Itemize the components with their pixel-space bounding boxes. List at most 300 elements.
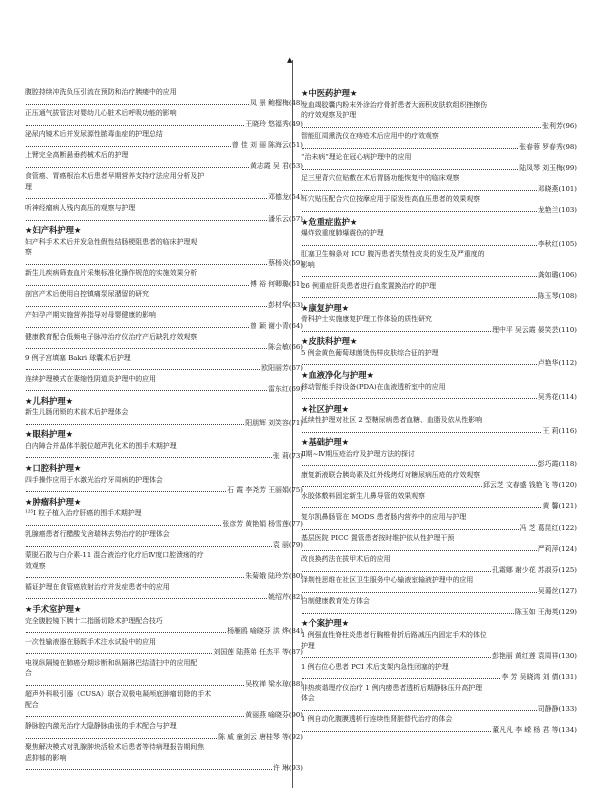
- toc-entry: [301, 131, 577, 152]
- entry-authors: 王晓玲 悠福秀: [245, 119, 289, 128]
- entry-meta: [25, 300, 303, 311]
- entry-title-line: 5 例金黄色葡萄球菌烫伤样皮肤综合征的护理: [301, 348, 439, 357]
- entry-title-line: “治未病”理论在冠心病护理中的应用: [301, 153, 412, 162]
- entry-authors: 石 霞 李尧芳 王丽娟: [227, 486, 289, 495]
- entry-page: (101): [558, 184, 577, 193]
- entry-authors: 张春蓉 罗春秀: [519, 142, 563, 151]
- entry-title-line: 护理: [301, 641, 315, 650]
- entry-authors: 彭艳丽 黄红莲 袁周祥: [492, 652, 559, 661]
- entry-page: (61): [288, 279, 303, 288]
- dot-leader: [26, 220, 267, 221]
- entry-authors: 严莉萍: [537, 544, 559, 553]
- entry-authors: 黄丽燕 喻晓芬: [245, 711, 289, 720]
- entry-authors: 陈玉如 王海英: [514, 607, 559, 616]
- entry-authors: 朱菊娥 陆玲芳: [245, 572, 289, 581]
- entry-authors: 彭巧霞: [537, 460, 559, 469]
- toc-entry: [25, 374, 303, 395]
- entry-meta: [25, 342, 303, 353]
- toc-entry: [25, 310, 303, 331]
- entry-authors: 凤 景 鲍榴梅: [250, 98, 289, 107]
- entry-title-line: 妇产科手术术后并发急性假性结肠梗阻患者的临床护理观: [25, 237, 198, 246]
- entry-title-line: 合: [25, 669, 32, 678]
- dot-leader: [302, 465, 537, 466]
- dot-leader: [302, 148, 518, 149]
- entry-meta: [25, 485, 303, 496]
- entry-authors: 李秋红: [537, 239, 559, 248]
- entry-title-line: 完全腹腔镜下胰十二指肠切除术护理配合技巧: [25, 616, 163, 625]
- entry-meta: [301, 184, 577, 195]
- dot-leader: [302, 657, 491, 658]
- entry-meta: [25, 626, 303, 637]
- dot-leader: [302, 297, 537, 298]
- entry-authors: 潘乐云: [268, 214, 289, 223]
- entry-authors: 袁 丽: [272, 540, 289, 549]
- toc-entry: [301, 382, 577, 403]
- entry-meta: [301, 142, 577, 153]
- dot-leader: [26, 285, 249, 286]
- dot-leader: [302, 486, 482, 487]
- entry-page: (88): [288, 679, 303, 688]
- entry-page: (130): [558, 652, 577, 661]
- entry-meta: [25, 710, 303, 721]
- entry-title-line: 新生儿肠闭锁的术前术后护理体会: [25, 408, 129, 417]
- entry-authors: 蔡杨炎: [268, 258, 289, 267]
- toc-entry: [301, 714, 577, 735]
- toc-entry: [301, 249, 577, 281]
- entry-title-line: 聚焦解决模式对乳腺肿块活检术后患者等待病理报告期间焦: [25, 743, 205, 752]
- dot-leader: [302, 331, 491, 332]
- entry-page: (103): [558, 205, 577, 214]
- toc-entry: [25, 171, 303, 203]
- entry-authors: 陈 威 童剑云 唐桂琴 等: [218, 732, 289, 741]
- toc-entry: [301, 314, 577, 335]
- section-heading: ★危重症监护★: [301, 216, 358, 227]
- entry-page: (116): [558, 426, 577, 435]
- entry-authors: 李 芳 吴晓鸿 刘 倩: [501, 673, 559, 682]
- section-heading: ★口腔科护理★: [25, 463, 82, 473]
- entry-meta: [25, 98, 303, 109]
- dot-leader: [26, 525, 221, 526]
- entry-meta: [301, 270, 577, 281]
- entry-authors: 理中平 吴云霞 晏笑芸: [492, 325, 559, 334]
- entry-title-line: 产妇孕产期实施营养指导对母婴健康的影响: [25, 311, 156, 320]
- entry-meta: [301, 239, 577, 250]
- entry-title-line: 察: [25, 248, 32, 257]
- entry-title-line: 影响: [301, 260, 315, 269]
- entry-title-line: 骨科护士实施康复护理工作体验的质性研究: [301, 315, 432, 324]
- toc-entry: [301, 173, 577, 194]
- entry-title-line: 自制健康教育处方体会: [301, 597, 370, 606]
- section-heading: ★肿瘤科护理★: [25, 496, 82, 507]
- section-heading: ★中医药护理★: [301, 88, 358, 98]
- dot-leader: [26, 653, 212, 654]
- dot-leader: [26, 738, 217, 739]
- entry-authors: 卢艳华: [537, 359, 559, 368]
- entry-page: (96): [562, 121, 577, 130]
- entry-title-line: 的疗效观察及护理: [301, 111, 357, 120]
- entry-authors: 傅 裕 何卿璐: [250, 279, 289, 288]
- dot-leader: [26, 632, 226, 633]
- entry-title-line: 智能肛周熏洗仪在痔疮术后应用中的疗效观察: [301, 132, 439, 141]
- entry-title-line: 爆炸致重度肺爆震伤的护理: [301, 229, 384, 238]
- entry-meta: [25, 571, 303, 582]
- entry-page: (121): [558, 502, 577, 511]
- dot-leader: [26, 125, 244, 126]
- entry-page: (67): [288, 364, 303, 373]
- toc-entry: [301, 228, 577, 249]
- entry-authors: 黄志霞 吴 君: [250, 161, 289, 170]
- dot-leader: [26, 685, 244, 686]
- dot-leader: [26, 491, 226, 492]
- dot-leader: [302, 507, 541, 508]
- dot-leader: [302, 169, 518, 170]
- entry-title-line: 1 例强直性脊柱炎患者行胸椎骨折后路减压内固定手术的体位: [301, 630, 487, 639]
- dot-leader: [302, 529, 519, 530]
- dot-leader: [26, 769, 272, 770]
- entry-authors: 曾 佳 刘 丽 陈海云: [231, 140, 289, 149]
- entry-title-line: 改良换药法在拔甲术后的应用: [301, 555, 391, 564]
- entry-page: (120): [558, 481, 577, 490]
- entry-page: (80): [288, 572, 303, 581]
- entry-meta: [25, 279, 303, 290]
- toc-entry: [301, 662, 577, 683]
- section-heading: ★妇产科护理★: [25, 225, 82, 236]
- entry-meta: [301, 725, 577, 736]
- entry-title-line: 蒙脱石散与白介素-11 混合液治疗化疗后Ⅳ度口腔溃疡的疗: [25, 551, 204, 560]
- entry-page: (90): [288, 711, 303, 720]
- section-heading: ★手术室护理★: [25, 604, 82, 615]
- entry-page: (108): [558, 292, 577, 301]
- entry-authors: 邓德龙: [268, 193, 289, 202]
- dot-leader: [302, 613, 514, 614]
- entry-title-line: 配合: [25, 700, 39, 709]
- entry-meta: [301, 325, 577, 336]
- entry-meta: [301, 291, 577, 302]
- dot-leader: [302, 571, 491, 572]
- section-heading: ★皮肤科护理★: [301, 336, 358, 347]
- continuation-arrow: ▲: [287, 56, 293, 64]
- entry-page: (127): [558, 586, 577, 595]
- toc-entry: [25, 353, 303, 374]
- dot-leader: [302, 127, 541, 128]
- entry-meta: [301, 358, 577, 369]
- toc-entry: [301, 575, 577, 596]
- entry-page: (114): [558, 393, 577, 402]
- dot-leader: [26, 167, 249, 168]
- dot-leader: [26, 457, 272, 458]
- dot-leader: [26, 716, 244, 717]
- entry-authors: 张利芳: [542, 121, 563, 130]
- entry-page: (54): [288, 193, 303, 202]
- entry-title-line: 健康教育配合低频电子脉冲治疗仪治疗产后缺乳疗效观察: [25, 332, 198, 341]
- entry-meta: [25, 258, 303, 269]
- toc-entry: [25, 742, 303, 774]
- entry-title-line: 9 例子宫填塞 Bakri 球囊术后护理: [25, 353, 131, 362]
- entry-authors: 陆凤琴 刘玉梅: [519, 163, 563, 172]
- entry-authors: 冯 芝 葛昆红: [519, 523, 559, 532]
- entry-page: (92): [288, 732, 303, 741]
- dot-leader: [302, 432, 541, 433]
- entry-title-line: 一次性输液器在肠既手术注水试验中的应用: [25, 637, 156, 646]
- entry-page: (134): [558, 725, 577, 734]
- entry-authors: 吴枚禅 梁水琼: [245, 679, 289, 688]
- entry-page: (93): [288, 764, 303, 773]
- dot-leader: [26, 104, 249, 105]
- toc-entry: [25, 508, 303, 529]
- toc-entry: [25, 582, 303, 603]
- dot-leader: [302, 678, 500, 679]
- entry-title-line: 食管癌、胃癌根治术后患者早期营养支持疗法应用分析及护: [25, 172, 205, 181]
- entry-title-line: 肛塞卫生棉条对 ICU 腹泻患者失禁性皮炎的发生及严重度的: [301, 250, 485, 259]
- dot-leader: [302, 190, 537, 191]
- dot-leader: [26, 390, 267, 391]
- entry-title-line: 效观察: [25, 561, 46, 570]
- entry-meta: [25, 384, 303, 395]
- entry-title-line: 泌尿内镜术后并发尿源性脓毒血症的护理总结: [25, 130, 163, 139]
- entry-meta: [25, 214, 303, 225]
- entry-meta: [25, 647, 303, 658]
- section-heading: ★康复护理★: [301, 302, 350, 313]
- toc-entry: [25, 150, 303, 171]
- section-heading: ★血液净化与护理★: [301, 370, 374, 381]
- entry-meta: [301, 205, 577, 216]
- entry-page: (110): [558, 325, 577, 334]
- toc-entry: [25, 237, 303, 269]
- toc-entry: [301, 470, 577, 491]
- section-heading: ★眼科护理★: [25, 429, 74, 440]
- toc-entry: [301, 491, 577, 512]
- entry-authors: 孔霜娜 谢少花 苏淑芬: [492, 565, 559, 574]
- toc-entry: [25, 87, 303, 108]
- dot-leader: [302, 245, 537, 246]
- entry-meta: [301, 163, 577, 174]
- entry-authors: 欧阳丽芳: [261, 364, 289, 373]
- entry-meta: [25, 192, 303, 203]
- toc-entry: [25, 475, 303, 496]
- entry-authors: 姚绍芹: [268, 593, 289, 602]
- entry-meta: [25, 321, 303, 332]
- toc-entry: [25, 658, 303, 690]
- toc-entry: [301, 533, 577, 554]
- entry-meta: [25, 140, 303, 151]
- toc-entry: [25, 108, 303, 129]
- entry-page: (112): [558, 359, 577, 368]
- dot-leader: [302, 398, 537, 399]
- toc-entry: [301, 596, 577, 617]
- entry-title-line: 电视纵隔镜在肺癌分期诊断和纵隔淋巴结清扫中的应用配: [25, 658, 198, 667]
- entry-page: (53): [288, 161, 303, 170]
- entry-meta: [25, 161, 303, 172]
- entry-authors: 吴蔼丝: [537, 586, 559, 595]
- toc-entry: [301, 630, 577, 662]
- entry-title-line: 泽荆性思维在社区卫生服务中心输液室输液护理中的应用: [301, 576, 474, 585]
- entry-page: (131): [558, 673, 577, 682]
- entry-page: (99): [562, 163, 577, 172]
- entry-page: (57): [288, 214, 303, 223]
- entry-title-line: 静脉腔内激光治疗大隐静脉曲张的手术配合与护理: [25, 721, 177, 730]
- entry-meta: [25, 763, 303, 774]
- entry-title-line: 26 例重症肝炎患者进行血浆置换治疗的护理: [301, 281, 436, 290]
- toc-entry: [25, 407, 303, 428]
- dot-leader: [26, 424, 244, 425]
- entry-title-line: 耳穴贴压配合穴位按摩应用于原发性高血压患者的效果观察: [301, 195, 481, 204]
- entry-title-line: 循证护理在食管癌放射治疗并发症患者中的应用: [25, 582, 170, 591]
- entry-authors: 龙艳兰: [537, 205, 559, 214]
- toc-entry: [301, 554, 577, 575]
- toc-entry: [301, 194, 577, 215]
- entry-page: (125): [558, 565, 577, 574]
- entry-title-line: 正压通气拔管法对婴幼儿心脏术后呼吸功能的影响: [25, 109, 177, 118]
- entry-authors: 彭材华: [268, 300, 289, 309]
- dot-leader: [26, 546, 272, 547]
- toc-entry: [25, 203, 303, 224]
- toc-entry: [301, 100, 577, 132]
- dot-leader: [26, 327, 249, 328]
- entry-authors: 陈会敏: [268, 343, 289, 352]
- entry-page: (51): [288, 140, 303, 149]
- entry-authors: 杨雁鸥 喻晓芬 洪 烨: [227, 627, 289, 636]
- toc-entry: [301, 415, 577, 436]
- dot-leader: [302, 731, 491, 732]
- entry-meta: [301, 544, 577, 555]
- entry-title-line: 非热痰谐理疗仪治疗 1 例内痿患者透析后期静脉压升高护理: [301, 683, 483, 692]
- entry-authors: 董凡凡 李 嵘 杨 君 等: [492, 725, 559, 734]
- entry-page: (64): [288, 321, 303, 330]
- entry-meta: [301, 392, 577, 403]
- entry-authors: 司静静: [537, 704, 559, 713]
- entry-page: (105): [558, 239, 577, 248]
- toc-entry: [25, 721, 303, 742]
- toc-entry: [301, 449, 577, 470]
- toc-entry: [301, 512, 577, 533]
- toc-entry: [301, 152, 577, 173]
- entry-title-line: 新生儿疾病筛查血片采集标准化操作规范的实施效果分析: [25, 269, 198, 278]
- entry-authors: 吴秀花: [537, 393, 559, 402]
- entry-authors: 雷东红: [268, 385, 289, 394]
- entry-page: (122): [558, 523, 577, 532]
- dot-leader: [302, 550, 537, 551]
- entry-page: (98): [562, 142, 577, 151]
- entry-page: (71): [288, 418, 303, 427]
- toc-right-column: [301, 87, 577, 735]
- entry-title-line: 1 例自动化腹膜透析行连续性肾脏替代治疗的体会: [301, 715, 453, 724]
- entry-authors: 阳朋辉 刘笑容: [245, 418, 289, 427]
- toc-entry: [25, 268, 303, 289]
- entry-meta: [25, 679, 303, 690]
- toc-entry: [25, 689, 303, 721]
- entry-page: (106): [558, 271, 577, 280]
- entry-meta: [25, 363, 303, 374]
- toc-entry: [301, 683, 577, 715]
- entry-page: (63): [288, 300, 303, 309]
- entry-title-line: 复尔凯鼻肠管在 MODS 患者肠内营养中的应用与护理: [301, 513, 467, 521]
- entry-title-line: 连续护理模式在妻缩性阴道炎护理中的应用: [25, 374, 156, 383]
- entry-title-line: 上臂完全高断悬垂药械术后的护理: [25, 151, 129, 160]
- entry-title-line: 移动智能手持设备(PDA)在血液透析室中的应用: [301, 382, 446, 391]
- entry-meta: [25, 119, 303, 130]
- dot-leader: [26, 198, 267, 199]
- entry-title-line: 康复新液联合胰岛素及红外线烤灯对糖尿病压疮的疗效观察: [301, 470, 481, 479]
- toc-entry: [25, 550, 303, 582]
- entry-title-line: 体会: [301, 694, 315, 703]
- dot-leader: [26, 348, 267, 349]
- entry-page: (129): [558, 607, 577, 616]
- toc-entry: [25, 332, 303, 353]
- toc-left-column: [25, 87, 303, 774]
- entry-meta: [301, 565, 577, 576]
- entry-meta: [301, 501, 577, 512]
- entry-title-line: 虑抑郁的影响: [25, 753, 67, 762]
- entry-page: (49): [288, 119, 303, 128]
- entry-meta: [301, 480, 577, 491]
- entry-title-line: 腹腔持续冲洗负压引流在预防和治疗胰瘘中的应用: [25, 88, 177, 96]
- dot-leader: [26, 264, 267, 265]
- entry-meta: [301, 586, 577, 597]
- entry-authors: 曾 颖 谢小青: [250, 321, 289, 330]
- entry-page: (124): [558, 544, 577, 553]
- entry-title-line: 四手操作应用于水激光治疗牙周病的护理体会: [25, 475, 163, 484]
- dot-leader: [302, 276, 537, 277]
- entry-page: (87): [288, 648, 303, 657]
- entry-meta: [301, 672, 577, 683]
- entry-title-line: 理: [25, 182, 32, 191]
- entry-page: (69): [288, 385, 303, 394]
- section-heading: ★社区护理★: [301, 403, 350, 414]
- dot-leader: [26, 306, 267, 307]
- section-heading: ★个案护理★: [301, 618, 350, 629]
- dot-leader: [26, 577, 244, 578]
- entry-authors: 张彦芳 黄艳娟 杨雪莲: [222, 519, 289, 528]
- dot-leader: [302, 592, 537, 593]
- entry-title-line: 超声外科吸引器（CUSA）联合双极电凝颅底肿瘤切除的手术: [25, 690, 212, 699]
- entry-page: (59): [288, 258, 303, 267]
- entry-authors: 张 莉: [272, 452, 289, 461]
- toc-entry: [25, 529, 303, 550]
- entry-title-line: 足三里背穴位贴敷在术后胃肠功能恢复中的临床观察: [301, 174, 460, 183]
- entry-title-line: 听神经瘤病人残内高压的观察与护理: [25, 204, 136, 213]
- entry-authors: 陈玉琴: [537, 292, 559, 301]
- entry-meta: [25, 540, 303, 551]
- entry-page: (133): [558, 704, 577, 713]
- entry-page: (75): [288, 486, 303, 495]
- entry-page: (79): [288, 540, 303, 549]
- dot-leader: [302, 364, 537, 365]
- entry-meta: [25, 519, 303, 530]
- toc-entry: [25, 637, 303, 658]
- toc-entry: [25, 289, 303, 310]
- entry-meta: [301, 121, 577, 132]
- entry-title-line: 基层医院 PICC 置管患者按时维护依从性护理干预: [301, 534, 455, 543]
- entry-page: (73): [288, 452, 303, 461]
- entry-title-line: 剖宫产术后使用自控镇痛泵尿潴留的研究: [25, 290, 150, 299]
- entry-authors: 龚如璐: [537, 271, 559, 280]
- entry-page: (77): [288, 519, 303, 528]
- entry-authors: 王 莉: [542, 426, 559, 435]
- entry-authors: 黄 馨: [542, 502, 559, 511]
- entry-title-line: Ⅱ期~Ⅳ期压疮治疗及护理方法的探讨: [301, 449, 415, 458]
- entry-title-line: 1 例右位心患者 PCI 术后支架内急性闭塞的护理: [301, 662, 449, 671]
- entry-page: (84): [288, 627, 303, 636]
- entry-meta: [25, 418, 303, 429]
- entry-title-line: 龙血竭胶囊内粉末外涂治疗骨折患者大面积皮肤软组织挫擦伤: [301, 100, 488, 109]
- toc-entry: [25, 441, 303, 462]
- dot-leader: [26, 598, 267, 599]
- toc-entry: [25, 129, 303, 150]
- entry-authors: 邱云芝 文春盛 钱艳飞 等: [482, 481, 559, 490]
- entry-meta: [25, 451, 303, 462]
- entry-title-line: 白内障合并晶体半脱位超声乳化术的围手术期护理: [25, 441, 177, 450]
- entry-authors: 许 琳: [272, 764, 289, 773]
